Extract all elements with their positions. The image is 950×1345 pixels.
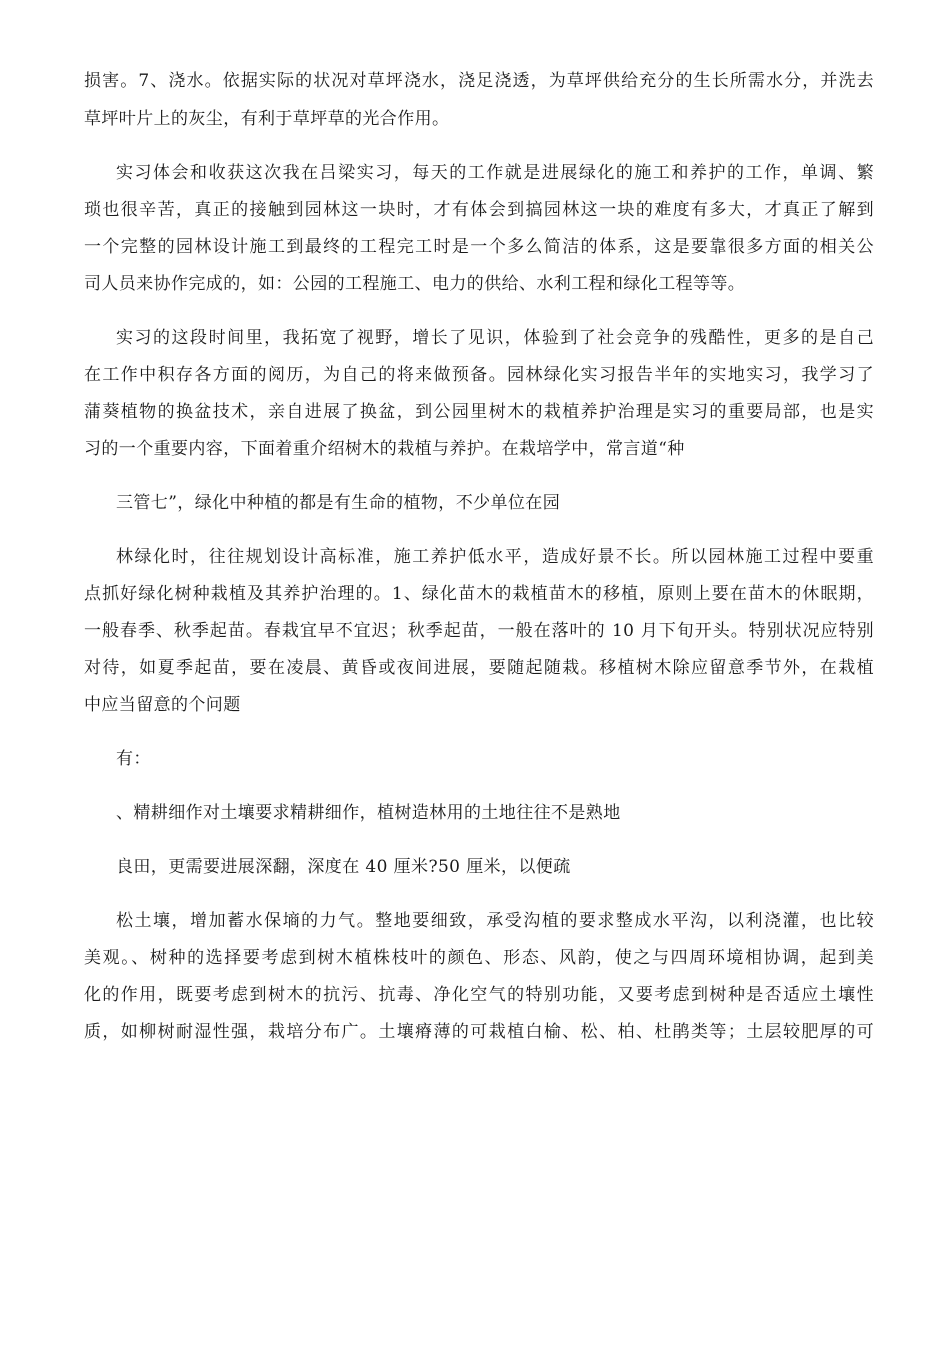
text-line: 实习的这段时间里，我拓宽了视野，增长了见识，体验到了社会竞争的残酷性，更多的是自己 — [116, 328, 874, 348]
text-line: 草坪叶片上的灰尘，有利于草坪草的光合作用。 — [84, 109, 450, 129]
text-line: 对待，如夏季起苗，要在凌晨、黄昏或夜间进展，要随起随栽。移植树木除应留意季节外，在栽植 — [84, 658, 874, 678]
text-line: 松土壤，增加蓄水保墒的力气。整地要细致，承受沟植的要求整成水平沟，以利浇灌，也比较 — [116, 911, 874, 931]
text-line: 在工作中积存各方面的阅历，为自己的将来做预备。园林绿化实习报告半年的实地实习，我学习了 — [84, 365, 874, 385]
text-line: 林绿化时，往往规划设计高标准，施工养护低水平，造成好景不长。所以园林施工过程中要重 — [116, 547, 874, 567]
text-line: 良田，更需要进展深翻，深度在 40 厘米?50 厘米，以便疏 — [116, 857, 571, 877]
text-line: 质，如柳树耐湿性强，栽培分布广。土壤瘠薄的可栽植白榆、松、柏、杜鹃类等；土层较肥厚的可 — [84, 1022, 874, 1042]
text-line: 损害。7、浇水。依据实际的状况对草坪浇水，浇足浇透，为草坪供给充分的生长所需水分，并洗去 — [84, 71, 874, 91]
text-line: 三管七”，绿化中种植的都是有生命的植物，不少单位在园 — [116, 493, 561, 513]
text-line: 中应当留意的个问题 — [84, 695, 241, 715]
text-line: 有： — [116, 749, 151, 769]
text-line: 司人员来协作完成的，如：公园的工程施工、电力的供给、水利工程和绿化工程等等。 — [84, 274, 746, 294]
text-line: 一个完整的园林设计施工到最终的工程完工时是一个多么简洁的体系，这是要靠很多方面的相关公 — [84, 237, 874, 257]
text-line: 一般春季、秋季起苗。春栽宜早不宜迟；秋季起苗，一般在落叶的 10 月下旬开头。特别状况应特别 — [84, 621, 874, 641]
text-line: 、精耕细作对土壤要求精耕细作，植树造林用的土地往往不是熟地 — [116, 803, 621, 823]
text-line: 点抓好绿化树种栽植及其养护治理的。1、绿化苗木的栽植苗木的移植，原则上要在苗木的休眠期， — [84, 584, 874, 604]
text-line: 琐也很辛苦，真正的接触到园林这一块时，才有体会到搞园林这一块的难度有多大，才真正了解到 — [84, 200, 874, 220]
text-line: 蒲葵植物的换盆技术，亲自进展了换盆，到公园里树木的栽植养护治理是实习的重要局部，也是实 — [84, 402, 874, 422]
text-line: 化的作用，既要考虑到树木的抗污、抗毒、净化空气的特别功能，又要考虑到树种是否适应土壤性 — [84, 985, 874, 1005]
text-line: 美观。、树种的选择要考虑到树木植株枝叶的颜色、形态、风韵，使之与四周环境相协调，起到美 — [84, 948, 874, 968]
text-line: 习的一个重要内容，下面着重介绍树木的栽植与养护。在栽培学中，常言道“种 — [84, 439, 685, 459]
text-line: 实习体会和收获这次我在吕梁实习，每天的工作就是进展绿化的施工和养护的工作，单调、繁 — [116, 163, 874, 183]
